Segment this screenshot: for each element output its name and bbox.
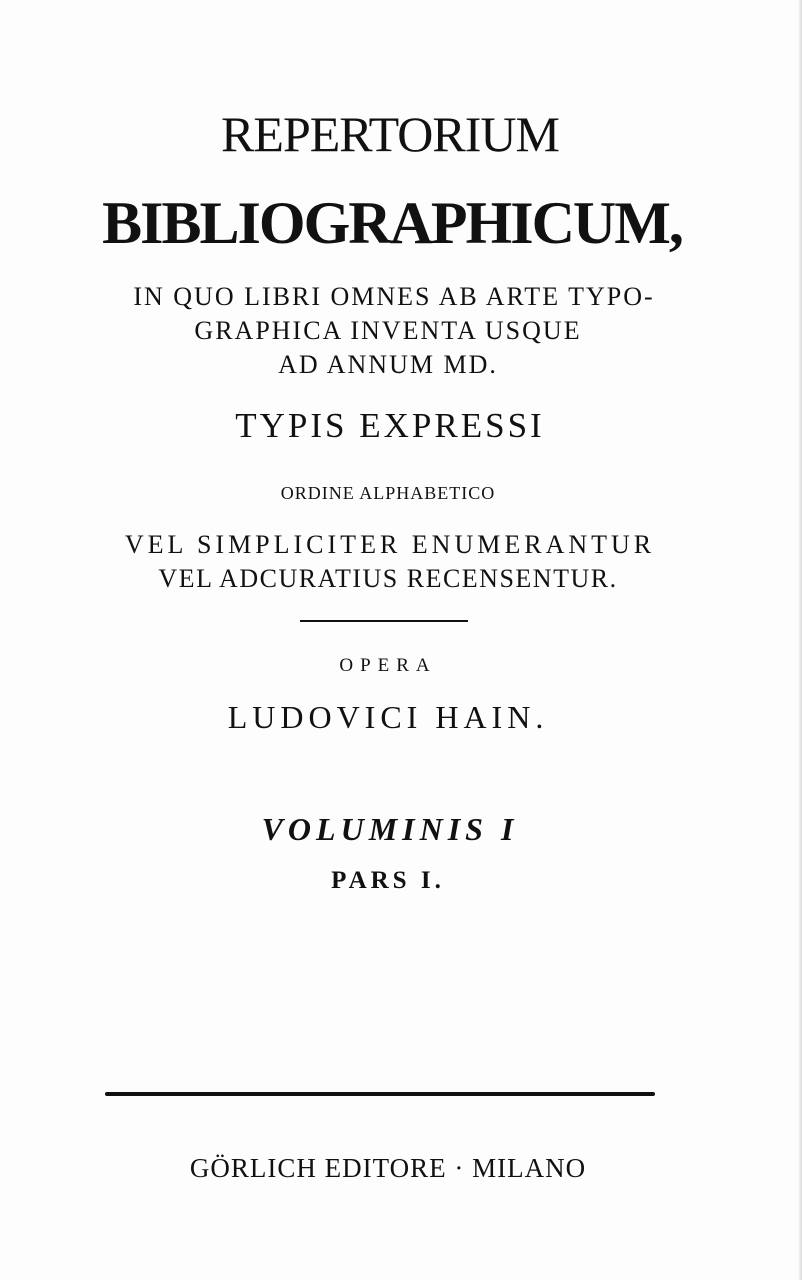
page-edge xyxy=(798,0,802,1280)
long-rule xyxy=(105,1092,655,1096)
author-name: LUDOVICI HAIN. xyxy=(227,699,549,735)
ordine-alphabetico: ORDINE ALPHABETICO xyxy=(280,483,496,503)
typis-expressi: TYPIS EXPRESSI xyxy=(235,406,545,445)
part-label: PARS I. xyxy=(331,867,445,894)
vel-line-1: VEL SIMPLICITER ENUMERANTUR xyxy=(124,530,656,559)
short-rule xyxy=(300,620,468,622)
subtitle-line-2: GRAPHICA INVENTA USQUE xyxy=(194,316,582,345)
subtitle-line-3: AD ANNUM MD. xyxy=(278,350,498,379)
title-line-2: BIBLIOGRAPHICUM, xyxy=(102,190,682,256)
volume-label: VOLUMINIS I xyxy=(261,811,519,847)
subtitle-line-1: IN QUO LIBRI OMNES AB ARTE TYPO- xyxy=(133,282,655,311)
publisher-imprint: GÖRLICH EDITORE · MILANO xyxy=(189,1153,587,1183)
opera-label: OPERA xyxy=(339,655,437,676)
title-line-1: REPERTORIUM xyxy=(221,106,559,162)
vel-line-2: VEL ADCURATIUS RECENSENTUR. xyxy=(158,564,618,593)
